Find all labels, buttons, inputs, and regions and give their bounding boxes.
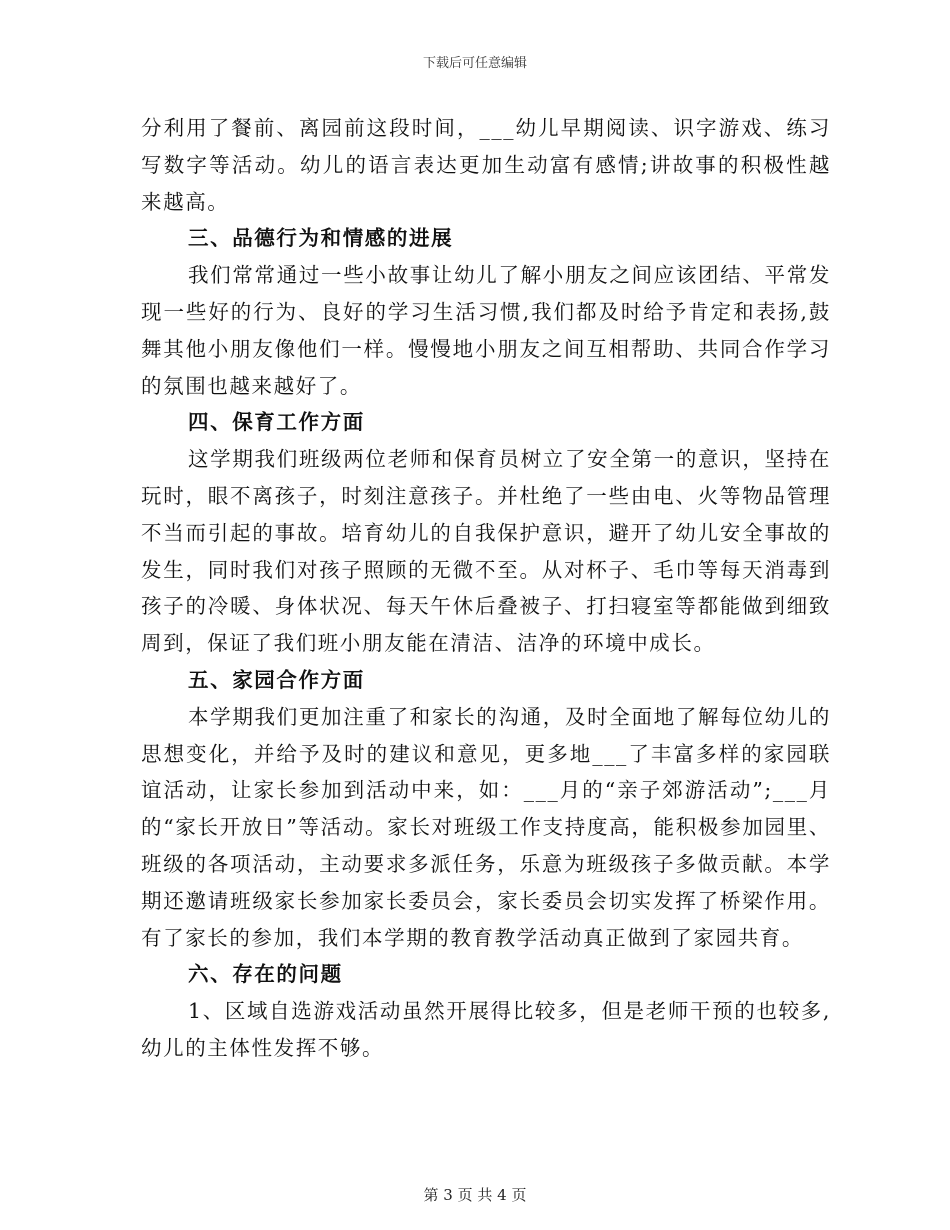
paragraph-reading-activities: 分利用了餐前、离园前这段时间，___幼儿早期阅读、识字游戏、练习写数字等活动。幼儿的语言表达更加生动富有感情;讲故事的积极性越来越高。 (141, 116, 831, 214)
page-number: 第 3 页 共 4 页 (423, 1186, 527, 1204)
section-heading-home-school: 五、家园合作方面 (188, 667, 365, 692)
paragraph-moral-behavior: 我们常常通过一些小故事让幼儿了解小朋友之间应该团结、平常发现一些好的行为、良好的学习生活习惯,我们都及时给予肯定和表扬,鼓舞其他小朋友像他们一样。慢慢地小朋友之间互相帮助、共同合作学习的氛围也越来越好了。 (141, 263, 831, 398)
paragraph-problem-1: 1、区域自选游戏活动虽然开展得比较多，但是老师干预的也较多,幼儿的主体性发挥不够。 (141, 999, 831, 1060)
paragraph-childcare: 这学期我们班级两位老师和保育员树立了安全第一的意识，坚持在玩时，眼不离孩子，时刻注意孩子。并杜绝了一些由电、火等物品管理不当而引起的事故。培育幼儿的自我保护意识，避开了幼儿安全事故的发生，同时我们对孩子照顾的无微不至。从对杯子、毛巾等每天消毒到孩子的冷暖、身体状况、每天午休后叠被子、打扫寝室等都能做到细致周到，保证了我们班小朋友能在清洁、洁净的环境中成长。 (141, 447, 831, 656)
page-header: 下载后可任意编辑 (422, 56, 527, 71)
section-heading-childcare: 四、保育工作方面 (188, 410, 365, 435)
document-body (141, 110, 831, 1067)
paragraph-home-school: 本学期我们更加注重了和家长的沟通，及时全面地了解每位幼儿的思想变化，并给予及时的建议和意见，更多地___了丰富多样的家园联谊活动，让家长参加到活动中来，如：___月的“亲子郊游活动”;___月的“家长开放日”等活动。家长对班级工作支持度高，能积极参加园里、班级的各项活动，主动要求多派任务，乐意为班级孩子多做贡献。本学期还邀请班级家长参加家长委员会，家长委员会切实发挥了桥梁作用。有了家长的参加，我们本学期的教育教学活动真正做到了家园共育。 (141, 704, 831, 950)
section-heading-problems: 六、存在的问题 (188, 962, 343, 987)
section-heading-moral-behavior: 三、品德行为和情感的进展 (188, 226, 454, 251)
